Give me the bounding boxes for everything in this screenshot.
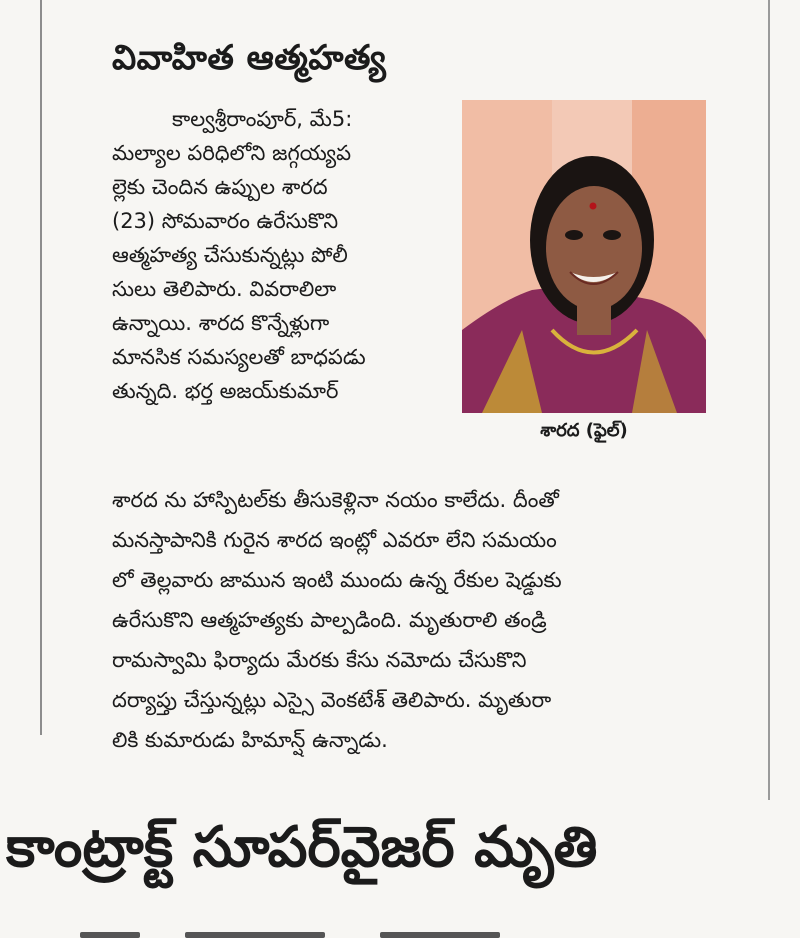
lead-line: ఉన్నాయి. శారద కొన్నేళ్లుగా xyxy=(112,311,330,335)
body-line: మనస్తాపానికి గురైన శారద ఇంట్లో ఎవరూ లేని సమయం xyxy=(112,528,557,552)
article-lead xyxy=(112,102,462,408)
lead-line: కాల్వశ్రీరాంపూర్, మే5: xyxy=(172,107,353,131)
lead-line: సులు తెలిపారు. వివరాలిలా xyxy=(112,277,337,301)
portrait-illustration xyxy=(462,100,706,413)
article-body xyxy=(112,480,712,760)
body-line: దర్యాప్తు చేస్తున్నట్లు ఎస్సై వెంకటేశ్ తెలిపారు. మృతురా xyxy=(112,688,552,712)
lead-line: మానసిక సమస్యలతో బాధపడు xyxy=(112,345,366,369)
body-line: శారద ను హాస్పిటల్‌కు తీసుకెళ్లినా నయం కాలేదు. దీంతో xyxy=(112,488,559,512)
lead-line: మల్యాల పరిధిలోని జగ్గయ్యప xyxy=(112,141,352,165)
photo-caption: శారద (ఫైల్) xyxy=(540,420,628,441)
lead-line: ల్లెకు చెందిన ఉప్పుల శారద xyxy=(112,175,328,199)
article-headline: వివాహిత ఆత్మహత్య xyxy=(112,38,387,78)
previous-article-cut-text xyxy=(120,0,700,8)
body-line: లికి కుమారుడు హిమాన్ష్ ఉన్నాడు. xyxy=(112,728,388,752)
body-line: రామస్వామి ఫిర్యాదు మేరకు కేసు నమోదు చేసుకొని xyxy=(112,648,527,672)
next-article-headline: కాంట్రాక్ట్ సూపర్‌వైజర్ మృతి xyxy=(6,815,598,880)
body-line: ఉరేసుకొని ఆత్మహత్యకు పాల్పడింది. మృతురాలి తండ్రి xyxy=(112,608,547,632)
lead-line: ఆత్మహత్య చేసుకున్నట్లు పోలీ xyxy=(112,243,348,267)
lead-line: (23) సోమవారం ఉరేసుకొని xyxy=(112,209,339,233)
column-rule-left xyxy=(40,0,42,735)
next-article-cut-text xyxy=(80,918,640,938)
body-line: లో తెల్లవారు జామున ఇంటి ముందు ఉన్న రేకుల షెడ్డుకు xyxy=(112,568,562,592)
column-rule-right xyxy=(768,0,770,800)
lead-line: తున్నది. భర్త అజయ్‌కుమార్ xyxy=(112,379,339,403)
portrait-photo xyxy=(462,100,706,413)
